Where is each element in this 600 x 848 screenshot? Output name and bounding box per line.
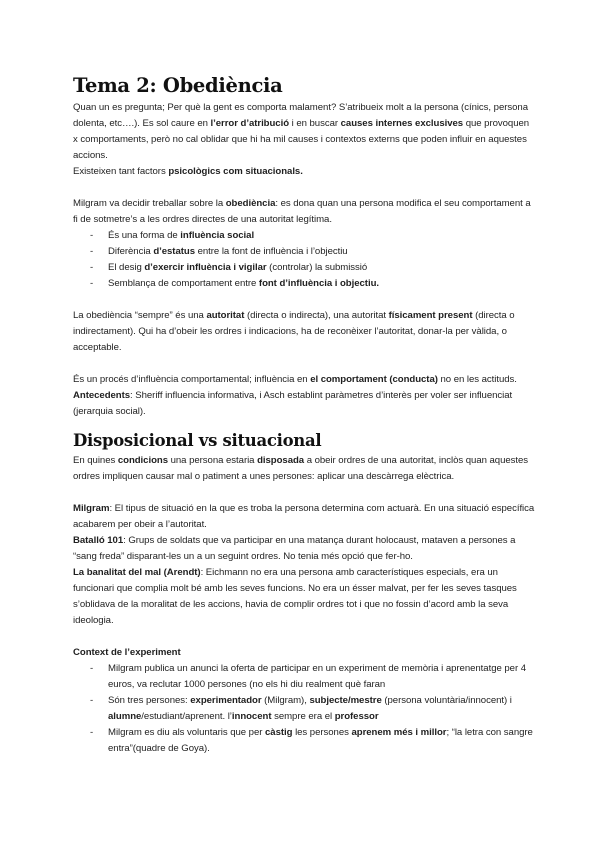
- context-heading: Context de l’experiment: [73, 647, 181, 658]
- batallo-paragraph: Batalló 101: Grups de soldats que va participar en una matança durant holocaust, mataven a persones a “sang freda” disparant-les un a un seguint ordres. No tenia més opció que fer-ho.: [73, 535, 516, 562]
- list-item: - Milgram publica un anunci la oferta de participar en un experiment de memòria i aprenentatge per 4 euros, va reclutar 1000 persones (no els hi diu realment què faran: [73, 661, 535, 693]
- obedience-traits-list: [73, 228, 535, 292]
- intro-paragraph: Quan un es pregunta; Per què la gent es comporta malament? S’atribueix molt a la persona (cínics, persona dolenta, etc….). Es sol caure en l’error d’atribució i en buscar causes internes exclusives que provoquen x comportaments, però no cal oblidar que hi ha mil causes i contextos externs que poden influir en aquestes accions.: [73, 102, 530, 161]
- banalitat-paragraph: La banalitat del mal (Arendt): Eichmann no era una persona amb característiques especials, era un funcionari que complia molt bé amb les seves funcions. No era un ésser malvat, per fer les seves tasques s’oblidava de la moralitat de les accions, havia de complir ordres tot i que no fossin d’acord amb la seva ideologia.: [73, 567, 517, 626]
- process-paragraph: És un procés d’influència comportamental; influència en el comportament (conducta) no en les actituds.: [73, 374, 517, 385]
- context-list: [73, 661, 535, 757]
- antecedents-paragraph: Antecedents: Sheriff influencia informativa, i Asch establint paràmetres d’interès per voler ser influenciat (jerarquia social).: [73, 390, 513, 417]
- list-item: - És una forma de influència social: [73, 228, 535, 244]
- page-title: Tema 2: Obediència: [73, 74, 283, 97]
- list-item: - Són tres persones: experimentador (Milgram), subjecte/mestre (persona voluntària/innocent) i alumne/estudiant/aprenent. l’innocent sempre era el professor: [73, 693, 535, 725]
- conditions-paragraph: En quines condicions una persona estaria disposada a obeir ordres de una autoritat, inclòs quan aquestes ordres impliquen causar mal o patiment a unes persones: aplicar una descàrrega elèctrica.: [73, 455, 529, 482]
- intro-factors: Existeixen tant factors psicològics com situacionals.: [73, 166, 303, 177]
- list-item: - El desig d’exercir influència i vigilar (controlar) la submissió: [73, 260, 535, 276]
- list-item: - Milgram es diu als voluntaris que per càstig les persones aprenem més i millor; “la letra con sangre entra”(quadre de Goya).: [73, 725, 535, 757]
- authority-paragraph: La obediència “sempre” és una autoritat (directa o indirecta), una autoritat físicament present (directa o indirectament). Qui ha d’obeir les ordres i indicacions, ha de reconèixer l’autoritat, donar-la per vàlida, o acceptable.: [73, 310, 515, 353]
- list-item: - Semblança de comportament entre font d’influència i objectiu.: [73, 276, 535, 292]
- milgram-paragraph: Milgram: El tipus de situació en la que es troba la persona determina com actuarà. En una situació específica acabarem per obeir a l’autoritat.: [73, 503, 535, 530]
- milgram-definition: Milgram va decidir treballar sobre la obediència: es dona quan una persona modifica el seu comportament a fi de sotmetre’s a les ordres directes de una autoritat legítima.: [73, 198, 531, 225]
- list-item: - Diferència d’estatus entre la font de influència i l’objectiu: [73, 244, 535, 260]
- document-body: [73, 74, 535, 757]
- section-heading: Disposicional vs situacional: [73, 431, 322, 450]
